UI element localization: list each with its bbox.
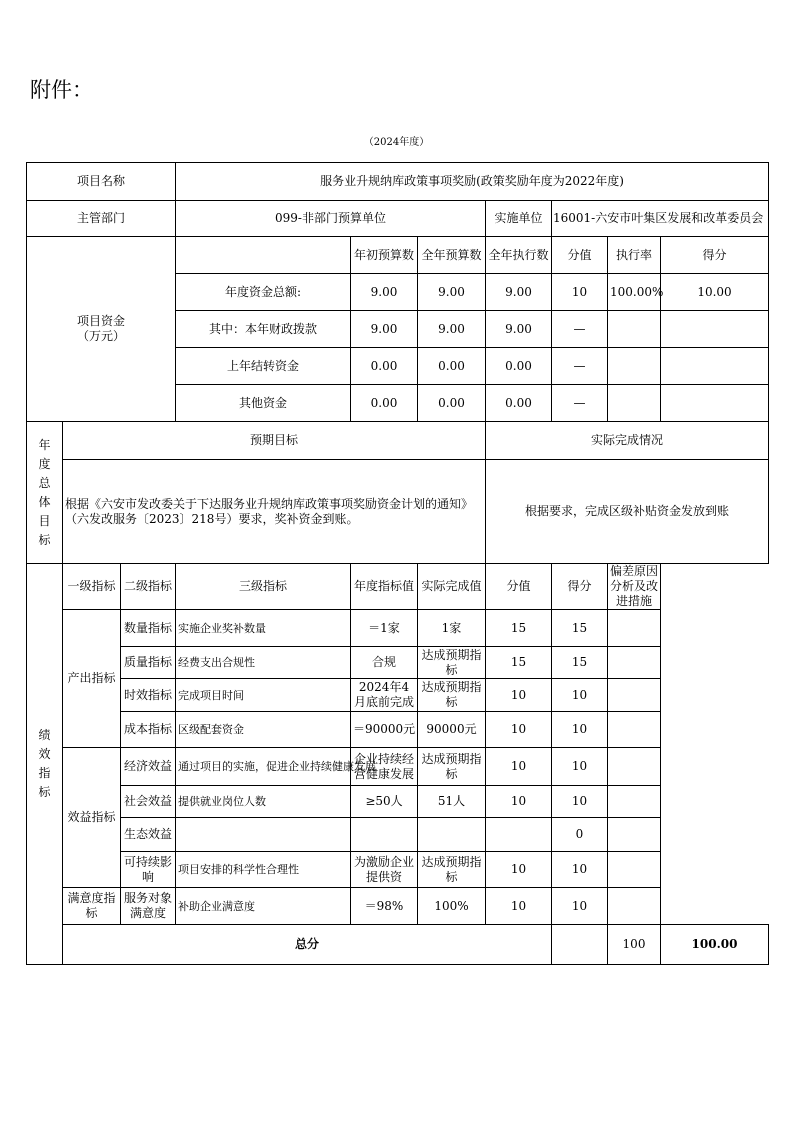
score-value-cell [486, 818, 552, 852]
score-cell: 10 [552, 888, 608, 925]
funds-score-value: — [552, 385, 608, 422]
score-value-cell: 10 [486, 748, 552, 786]
level2-cost: 成本指标 [123, 722, 172, 736]
level3-cell: 完成项目时间 [176, 679, 351, 712]
reason-cell [608, 786, 661, 818]
total-score-value: 100 [608, 925, 661, 965]
reason-cell [608, 852, 661, 888]
funds-header: 年初预算数 [351, 237, 418, 274]
level2-economic: 经济效益 [123, 759, 172, 773]
funds-initial: 9.00 [351, 311, 418, 348]
total-blank [552, 925, 608, 965]
indicator-header: 分值 [486, 564, 552, 610]
funds-header: 分值 [552, 237, 608, 274]
funds-row-label: 年度资金总额: [176, 274, 351, 311]
score-cell: 15 [552, 647, 608, 679]
level3-cell: 通过项目的实施，促进企业持续健康发展 [176, 748, 351, 786]
actual-cell: 达成预期指标 [421, 647, 482, 677]
funds-header: 全年执行数 [486, 237, 552, 274]
actual-cell: 达成预期指标 [421, 751, 482, 781]
level3-cell: 经费支出合规性 [176, 647, 351, 679]
score-value-cell: 15 [486, 647, 552, 679]
target-cell: ＝90000元 [351, 712, 418, 748]
indicator-header: 二级指标 [121, 564, 176, 610]
score-value-cell: 10 [486, 786, 552, 818]
indicator-header: 三级指标 [176, 564, 351, 610]
target-cell: ≥50人 [351, 786, 418, 818]
year-label: （2024年度） [363, 137, 430, 148]
dept-value: 099-非部门预算单位 [176, 201, 486, 237]
funds-executed: 0.00 [486, 348, 552, 385]
funds-initial: 0.00 [351, 385, 418, 422]
level3-cell: 区级配套资金 [176, 712, 351, 748]
score-value-cell: 10 [486, 888, 552, 925]
reason-cell [608, 647, 661, 679]
actual-cell: 1家 [418, 610, 486, 647]
funds-initial: 9.00 [351, 274, 418, 311]
level2-quality: 质量指标 [123, 655, 172, 669]
score-cell: 10 [552, 748, 608, 786]
funds-rate: 100.00% [608, 274, 661, 311]
funds-row-label: 其他资金 [176, 385, 351, 422]
funds-rate [608, 348, 661, 385]
indicator-header: 年度指标值 [351, 564, 418, 610]
reason-cell [608, 712, 661, 748]
project-name: 服务业升规纳库政策事项奖励(政策奖励年度为2022年度) [176, 163, 769, 201]
funds-row-label: 上年结转资金 [176, 348, 351, 385]
level3-cell: 补助企业满意度 [176, 888, 351, 925]
funds-annual: 9.00 [418, 311, 486, 348]
indicator-header: 得分 [552, 564, 608, 610]
indicator-header: 实际完成值 [418, 564, 486, 610]
score-value-cell: 10 [486, 852, 552, 888]
expected-goal-header: 预期目标 [63, 422, 486, 460]
indicator-header: 偏差原因分析及改进措施 [608, 564, 661, 610]
actual-cell [418, 818, 486, 852]
goals-label: 年 度 总 体 目 标 [27, 422, 63, 564]
level1-benefit: 效益指标 [63, 748, 121, 888]
actual-result-text: 根据要求，完成区级补贴资金发放到账 [486, 460, 769, 564]
funds-executed: 0.00 [486, 385, 552, 422]
funds-initial: 0.00 [351, 348, 418, 385]
actual-cell: 90000元 [418, 712, 486, 748]
funds-rate [608, 311, 661, 348]
level1-output: 产出指标 [63, 610, 121, 748]
actual-result-header: 实际完成情况 [486, 422, 769, 460]
reason-cell [608, 679, 661, 712]
level2-timeliness: 时效指标 [123, 687, 172, 702]
target-cell: 企业持续经营健康发展 [353, 751, 414, 781]
actual-cell: 达成预期指标 [421, 680, 482, 709]
dept-label: 主管部门 [27, 201, 176, 237]
score-cell: 10 [552, 679, 608, 712]
funds-header: 得分 [661, 237, 769, 274]
level2-ecological: 生态效益 [123, 827, 172, 841]
funds-label: 项目资金 （万元） [27, 237, 176, 422]
level3-cell [176, 818, 351, 852]
expected-goal-text: 根据《六安市发改委关于下达服务业升规纳库政策事项奖励资金计划的通知》（六发改服务〔2023〕218号）要求，奖补资金到账。 [63, 460, 486, 564]
score-cell: 10 [552, 786, 608, 818]
score-cell: 10 [552, 712, 608, 748]
reason-cell [608, 818, 661, 852]
funds-score [661, 348, 769, 385]
funds-annual: 0.00 [418, 348, 486, 385]
score-cell: 15 [552, 610, 608, 647]
target-cell: ＝1家 [351, 610, 418, 647]
score-value-cell: 15 [486, 610, 552, 647]
reason-cell [608, 888, 661, 925]
indicators-label: 绩 效 指 标 [27, 564, 63, 965]
project-name-label: 项目名称 [27, 163, 176, 201]
funds-score-value: — [552, 348, 608, 385]
funds-executed: 9.00 [486, 274, 552, 311]
target-cell [351, 818, 418, 852]
actual-cell: 51人 [418, 786, 486, 818]
impl-label: 实施单位 [486, 201, 552, 237]
target-cell: 合规 [351, 647, 418, 679]
funds-row-label: 其中：本年财政拨款 [176, 311, 351, 348]
score-value-cell: 10 [486, 712, 552, 748]
level3-cell: 项目安排的科学性合理性 [176, 852, 351, 888]
funds-annual: 9.00 [418, 274, 486, 311]
actual-cell: 达成预期指标 [421, 854, 482, 884]
funds-rate [608, 385, 661, 422]
funds-score-value: — [552, 311, 608, 348]
funds-score [661, 385, 769, 422]
target-cell: 2024年4月底前完成 [353, 680, 414, 709]
funds-score: 10.00 [661, 274, 769, 311]
funds-score-value: 10 [552, 274, 608, 311]
funds-executed: 9.00 [486, 311, 552, 348]
level3-cell: 提供就业岗位人数 [176, 786, 351, 818]
funds-header: 全年预算数 [418, 237, 486, 274]
score-cell: 0 [552, 818, 608, 852]
performance-table [26, 162, 769, 965]
funds-score [661, 311, 769, 348]
reason-cell [608, 610, 661, 647]
total-label: 总分 [63, 925, 552, 965]
funds-header-blank [176, 237, 351, 274]
level2-satisfaction: 服务对象满意度 [123, 891, 172, 920]
funds-annual: 0.00 [418, 385, 486, 422]
level3-cell: 实施企业奖补数量 [176, 610, 351, 647]
level1-satisfaction: 满意度指标 [63, 888, 121, 925]
score-cell: 10 [552, 852, 608, 888]
score-value-cell: 10 [486, 679, 552, 712]
impl-value: 16001-六安市叶集区发展和改革委员会 [552, 201, 769, 237]
level2-sustainable: 可持续影响 [123, 854, 172, 884]
indicator-header: 一级指标 [63, 564, 121, 610]
target-cell: ＝98% [351, 888, 418, 925]
target-cell: 为激励企业提供资 [353, 854, 414, 884]
level2-quantity: 数量指标 [123, 620, 172, 635]
level2-social: 社会效益 [123, 794, 172, 808]
attachment-label: 附件： [30, 78, 93, 102]
actual-cell: 100% [418, 888, 486, 925]
total-score: 100.00 [661, 925, 769, 965]
reason-cell [608, 748, 661, 786]
funds-header: 执行率 [608, 237, 661, 274]
